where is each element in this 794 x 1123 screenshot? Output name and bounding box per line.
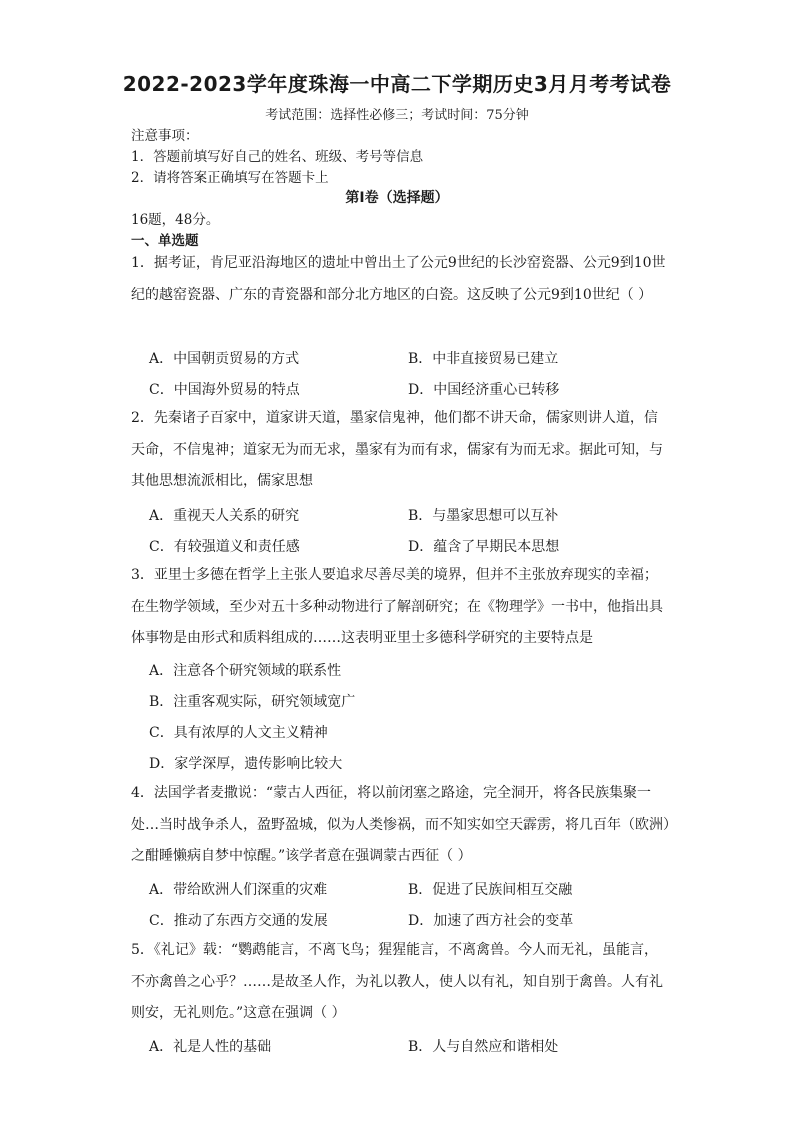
option[interactable]: B．人与自然应和谐相处 (408, 1039, 559, 1055)
option[interactable]: D．家学深厚，遗传影响比较大 (149, 756, 343, 772)
option[interactable]: C．中国海外贸易的特点 (149, 382, 300, 398)
exam-title: 2022-2023学年度珠海一中高二下学期历史3月月考考试卷 (122, 72, 672, 96)
exam-subtitle: 考试范围：选择性必修三；考试时间：75分钟 (265, 108, 529, 123)
option[interactable]: D．加速了西方社会的变革 (408, 913, 574, 929)
option[interactable]: B．与墨家思想可以互补 (408, 508, 559, 524)
option[interactable]: D．中国经济重心已转移 (408, 382, 560, 398)
question-stem: 4．法国学者麦撒说：“蒙古人西征，将以前闭塞之路途，完全洞开，将各民族集聚一处…当时战争杀人，盈野盈城，似为人类惨祸，而不知实如空天霹雳，将几百年（欧洲）之酣睡懒病自梦中惊醒。”该学者意在强调蒙古西征（ ） (131, 785, 670, 864)
option[interactable]: A．重视天人关系的研究 (149, 508, 300, 524)
option[interactable]: B．注重客观实际，研究领域宽广 (149, 694, 356, 710)
option[interactable]: C．具有浓厚的人文主义精神 (149, 725, 328, 741)
question-stem: 1．据考证，肯尼亚沿海地区的遗址中曾出土了公元9世纪的长沙窑瓷器、公元9到10世纪的越窑瓷器、广东的青瓷器和部分北方地区的白瓷。这反映了公元9到10世纪（ ） (131, 255, 666, 303)
option[interactable]: B．促进了民族间相互交融 (408, 882, 573, 898)
notice-item: 1．答题前填写好自己的姓名、班级、考号等信息 (131, 149, 424, 165)
question-stem: 3．亚里士多德在哲学上主张人要追求尽善尽美的境界，但并不主张放弃现实的幸福；在生物学领域，至少对五十多种动物进行了解剖研究；在《物理学》一书中，他指出具体事物是由形式和质料组成的……这表明亚里士多德科学研究的主要特点是 (131, 567, 663, 646)
section-part: 一、单选题 (131, 233, 199, 249)
notice-item: 2．请将答案正确填写在答题卡上 (131, 170, 329, 186)
question-stem: 2．先秦诸子百家中，道家讲天道，墨家信鬼神，他们都不讲天命，儒家则讲人道，信天命，不信鬼神；道家无为而无求，墨家有为而有求，儒家有为而无求。据此可知，与其他思想流派相比，儒家思想 (131, 410, 663, 489)
option[interactable]: A．礼是人性的基础 (149, 1039, 272, 1055)
option[interactable]: C．推动了东西方交通的发展 (149, 913, 328, 929)
notice-heading: 注意事项： (131, 128, 199, 144)
section-title: 第I卷（选择题） (345, 190, 449, 206)
option[interactable]: A．带给欧洲人们深重的灾难 (149, 882, 328, 898)
option[interactable]: A．注意各个研究领域的联系性 (149, 663, 342, 679)
question-stem: 5．《礼记》载：“鹦鹉能言，不离飞鸟；猩猩能言，不离禽兽。今人而无礼，虽能言，不亦禽兽之心乎？……是故圣人作，为礼以教人，使人以有礼，知自别于禽兽。人有礼则安，无礼则危。”这意在强调（ ） (131, 942, 663, 1021)
option[interactable]: D．蕴含了早期民本思想 (408, 539, 560, 555)
section-info: 16题，48分。 (131, 212, 220, 228)
option[interactable]: C．有较强道义和责任感 (149, 539, 300, 555)
option[interactable]: B．中非直接贸易已建立 (408, 351, 559, 367)
option[interactable]: A．中国朝贡贸易的方式 (149, 351, 300, 367)
